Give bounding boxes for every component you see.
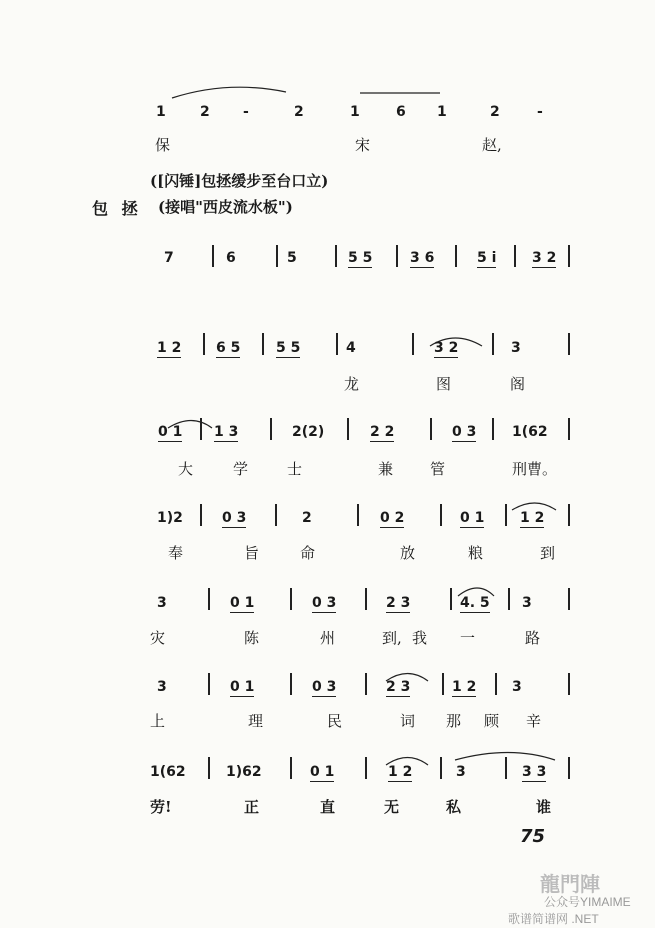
lyric: 我: [412, 629, 428, 647]
note: 3 2: [532, 250, 557, 266]
lyric: 无: [384, 798, 400, 816]
note: 0 1: [460, 510, 485, 526]
lyric: 图: [436, 375, 452, 393]
note: 2: [294, 104, 304, 120]
role-name: 包 拯: [92, 199, 142, 218]
stage-direction: ([闪锤]包拯缓步至台口立): [150, 172, 329, 190]
note: 2: [302, 510, 312, 526]
note: 1: [156, 104, 166, 120]
note: 0 1: [230, 679, 255, 695]
note: 3 2: [434, 340, 459, 356]
note: 3: [157, 679, 167, 695]
lyric: 龙: [344, 375, 360, 393]
lyric: 路: [525, 629, 541, 647]
note: 0 3: [222, 510, 247, 526]
note: 3: [522, 595, 532, 611]
lyric: 灾: [150, 629, 166, 647]
lyric: 理: [248, 712, 264, 730]
watermark-line-1: 公众号YIMAIME: [544, 895, 631, 909]
note: 1 3: [214, 424, 239, 440]
note: 2 3: [386, 679, 411, 695]
note: 2: [490, 104, 500, 120]
note: 5 i: [477, 250, 497, 266]
lyric: 粮: [468, 544, 484, 562]
lyric: 私: [446, 798, 462, 816]
lyric: 兼: [378, 460, 394, 478]
lyric: 劳!: [150, 798, 172, 816]
note: 6 5: [216, 340, 241, 356]
lyric: 一: [460, 629, 476, 647]
note: 6: [226, 250, 236, 266]
lyric: 民: [327, 712, 343, 730]
note: 4. 5: [460, 595, 490, 611]
note: 3 6: [410, 250, 435, 266]
note: 0 1: [310, 764, 335, 780]
note: 0 3: [312, 679, 337, 695]
lyric: 大: [178, 460, 194, 478]
lyric: 到: [540, 544, 556, 562]
note: 1)2: [157, 510, 183, 526]
note: 1(62: [512, 424, 548, 440]
lyric: 旨: [244, 544, 260, 562]
note: 0 3: [312, 595, 337, 611]
note: -: [243, 104, 249, 120]
note: 2 3: [386, 595, 411, 611]
lyric: 阁: [510, 375, 526, 393]
note: 4: [346, 340, 356, 356]
note: 5 5: [276, 340, 301, 356]
lyric: 州: [320, 629, 336, 647]
lyric: 保: [155, 136, 171, 154]
note: 3: [157, 595, 167, 611]
lyric: 那: [446, 712, 462, 730]
lyric: 士: [287, 460, 303, 478]
lyric: 谁: [536, 798, 552, 816]
lyric: 直: [320, 798, 336, 816]
note: 7: [164, 250, 174, 266]
note: 2(2): [292, 424, 325, 440]
note: 1 2: [157, 340, 182, 356]
lyric: 学: [233, 460, 249, 478]
note: -: [537, 104, 543, 120]
lyric: 正: [244, 798, 260, 816]
note: 1: [437, 104, 447, 120]
note: 0 2: [380, 510, 405, 526]
lyric: 管: [430, 460, 446, 478]
note: 2 2: [370, 424, 395, 440]
lyric: 刑曹。: [512, 460, 558, 478]
lyric: 到,: [382, 629, 402, 647]
lyric: 顾: [484, 712, 500, 730]
note: 3 3: [522, 764, 547, 780]
note: 1: [350, 104, 360, 120]
note: 3: [511, 340, 521, 356]
note: 0 1: [158, 424, 183, 440]
note: 5: [287, 250, 297, 266]
note: 1(62: [150, 764, 186, 780]
note: 3: [512, 679, 522, 695]
note: 1 2: [520, 510, 545, 526]
lyric: 陈: [244, 629, 260, 647]
note: 3: [456, 764, 466, 780]
watermark-logo: 龍門陣: [540, 872, 600, 896]
note: 1)62: [226, 764, 262, 780]
lyric: 奉: [168, 544, 184, 562]
note: 2: [200, 104, 210, 120]
page-number: 75: [520, 826, 546, 847]
lyric: 放: [400, 544, 416, 562]
note: 0 3: [452, 424, 477, 440]
note: 1 2: [388, 764, 413, 780]
note: 5 5: [348, 250, 373, 266]
note: 0 1: [230, 595, 255, 611]
lyric: 词: [400, 712, 416, 730]
lyric: 上: [150, 712, 166, 730]
lyric: 辛: [526, 712, 542, 730]
note: 6: [396, 104, 406, 120]
watermark-line-2: 歌谱简谱网 .NET: [508, 912, 599, 926]
lyric: 命: [300, 544, 316, 562]
note: 1 2: [452, 679, 477, 695]
lyric: 宋: [355, 136, 371, 154]
lyric: 赵,: [482, 136, 502, 154]
role-direction: (接唱"西皮流水板"): [158, 198, 293, 216]
